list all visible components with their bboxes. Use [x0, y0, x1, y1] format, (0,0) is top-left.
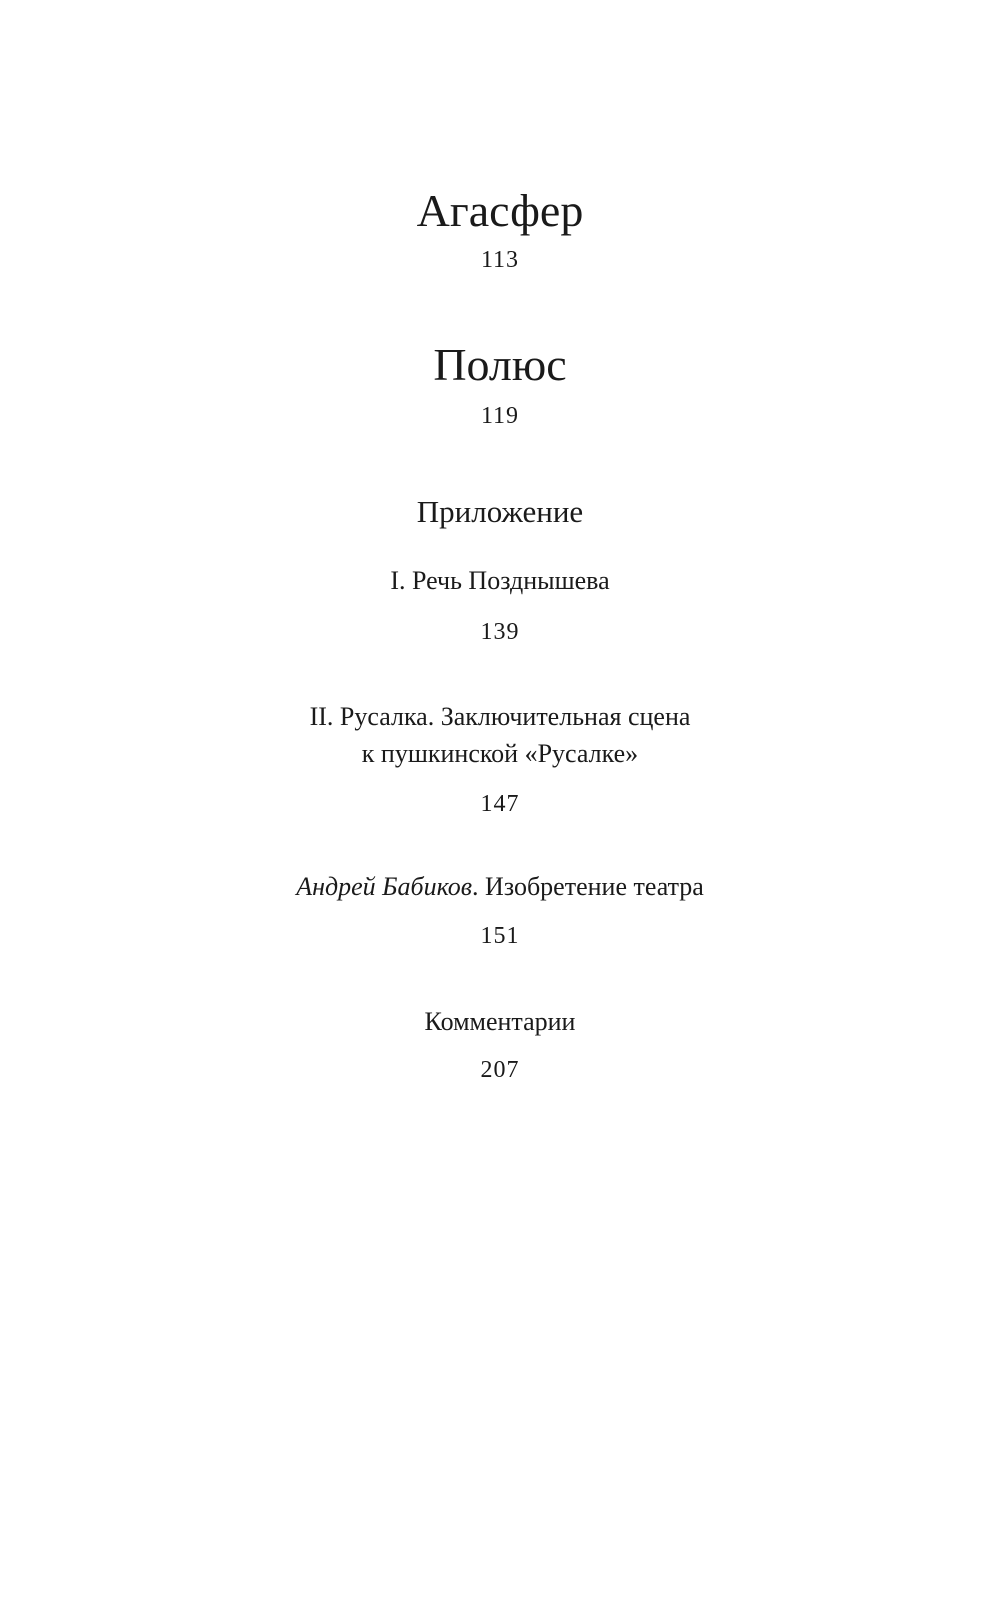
- toc-entry-title-comments: Комментарии: [424, 1007, 576, 1036]
- toc-entry-title-essay: [0, 874, 1000, 900]
- toc-entry-essay-title: . Изобретение театра: [472, 872, 704, 901]
- toc-entry-page-essay: 151: [480, 923, 520, 949]
- toc-entry-page-polyus: 119: [480, 403, 520, 429]
- toc-entry-title-rusalka-line1: II. Русалка. Заключительная сцена: [309, 702, 691, 731]
- toc-entry-title-speech: I. Речь Позднышева: [390, 566, 610, 595]
- toc-appendix-heading: Приложение: [416, 494, 584, 529]
- toc-entry-title-agasfer: Агасфер: [416, 185, 584, 236]
- toc-entry-author: Андрей Бабиков: [296, 872, 473, 901]
- toc-entry-title-polyus: Полюс: [433, 339, 567, 390]
- toc-entry-page-speech: 139: [480, 619, 520, 645]
- toc-entry-page-rusalka: 147: [480, 791, 520, 817]
- toc-entry-page-comments: 207: [480, 1057, 520, 1083]
- toc-entry-page-agasfer: 113: [480, 247, 520, 273]
- toc-entry-title-rusalka-line2: к пушкинской «Русалке»: [361, 739, 639, 768]
